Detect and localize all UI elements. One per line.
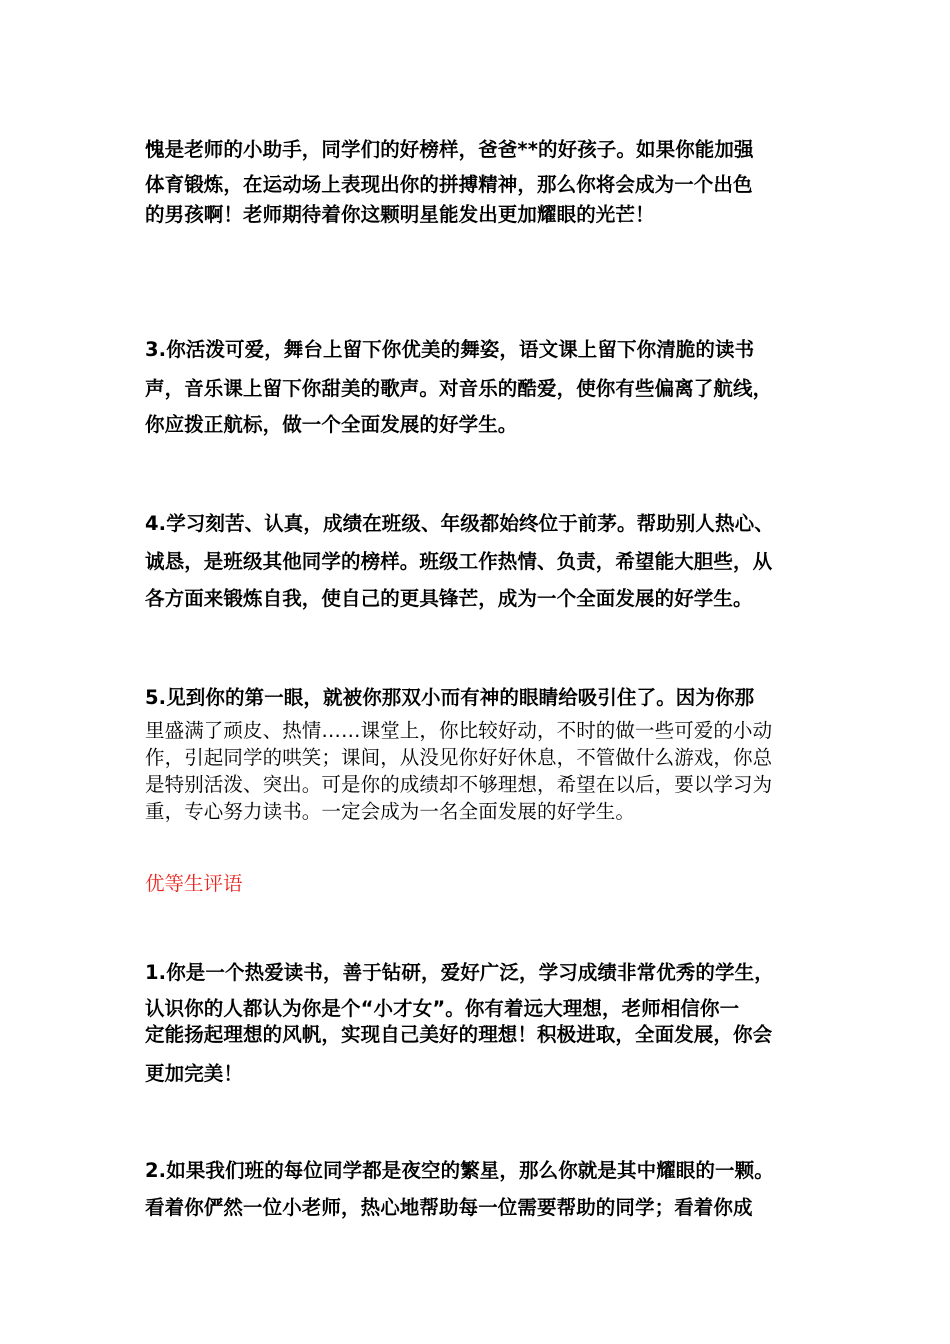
item-number: 5. (145, 686, 167, 709)
item-number: 2. (145, 1159, 167, 1182)
list-item-5-line: 重，专心努力读书。一定会成为一名全面发展的好学生。 (145, 800, 636, 823)
section-heading: 优等生评语 (145, 872, 243, 895)
list-item-3-line: 3.你活泼可爱，舞台上留下你优美的舞姿，语文课上留下你清脆的读书 (145, 338, 755, 361)
list-item-4-line: 各方面来锻炼自我，使自己的更具锋芒，成为一个全面发展的好学生。 (145, 587, 753, 610)
section2-item-1-line: 1.你是一个热爱读书，善于钻研，爱好广泛，学习成绩非常优秀的学生， (145, 961, 774, 984)
list-item-5-line: 里盛满了顽皮、热情……课堂上，你比较好动，不时的做一些可爱的小动 (145, 719, 773, 742)
list-item-5-line: 作，引起同学的哄笑；课间，从没见你好好休息，不管做什么游戏，你总 (145, 746, 773, 769)
list-item-4-line: 4.学习刻苦、认真，成绩在班级、年级都始终位于前茅。帮助别人热心、 (145, 512, 774, 535)
paragraph-line: 愧是老师的小助手，同学们的好榜样，爸爸**的好孩子。如果你能加强 (145, 138, 754, 161)
list-item-5-line: 5.见到你的第一眼，就被你那双小而有神的眼睛给吸引住了。因为你那 (145, 686, 755, 709)
item-number: 3. (145, 338, 167, 361)
section2-item-1-line: 认识你的人都认为你是个“小才女”。你有着远大理想，老师相信你一 (145, 997, 740, 1020)
section2-item-1-line: 更加完美！ (145, 1062, 244, 1085)
list-item-3-line: 声，音乐课上留下你甜美的歌声。对音乐的酷爱，使你有些偏离了航线， (145, 377, 773, 400)
section2-item-2-line: 看着你俨然一位小老师，热心地帮助每一位需要帮助的同学；看着你成 (145, 1196, 753, 1219)
item-number: 1. (145, 961, 167, 984)
paragraph-line: 的男孩啊！老师期待着你这颗明星能发出更加耀眼的光芒！ (145, 203, 655, 226)
paragraph-line: 体育锻炼，在运动场上表现出你的拼搏精神，那么你将会成为一个出色 (145, 173, 753, 196)
list-item-5-line: 是特别活泼、突出。可是你的成绩却不够理想，希望在以后，要以学习为 (145, 773, 773, 796)
list-item-3-line: 你应拨正航标，做一个全面发展的好学生。 (145, 413, 518, 436)
list-item-4-line: 诚恳，是班级其他同学的榜样。班级工作热情、负责，希望能大胆些，从 (145, 550, 773, 573)
item-number: 4. (145, 512, 167, 535)
section2-item-1-line: 定能扬起理想的风帆，实现自己美好的理想！积极进取，全面发展，你会 (145, 1023, 773, 1046)
section2-item-2-line: 2.如果我们班的每位同学都是夜空的繁星，那么你就是其中耀眼的一颗。 (145, 1159, 774, 1182)
